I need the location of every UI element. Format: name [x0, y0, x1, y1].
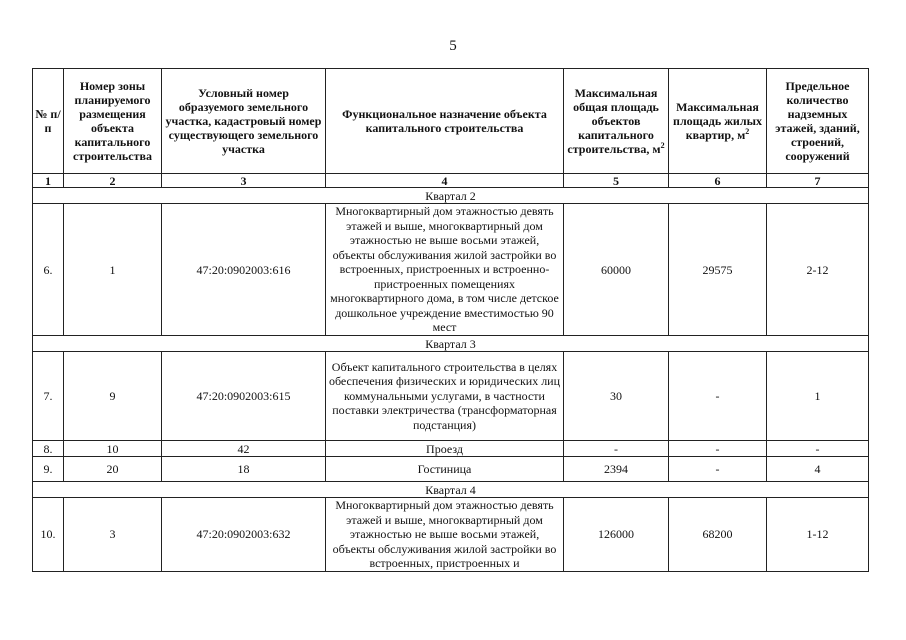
purpose-description: Проезд [326, 441, 564, 457]
row-number: 6. [33, 204, 64, 336]
table-row [33, 352, 869, 441]
quarter-label: Квартал 4 [33, 482, 869, 498]
header-cell [564, 69, 669, 174]
cadastral-number: 47:20:0902003:616 [162, 204, 326, 336]
page-number: 5 [449, 38, 457, 54]
row-number: 10. [33, 498, 64, 572]
cadastral-number: 47:20:0902003:632 [162, 498, 326, 572]
zone-number: 20 [64, 457, 162, 482]
purpose-description: Гостиница [326, 457, 564, 482]
column-number: 5 [564, 174, 669, 188]
zone-number: 3 [64, 498, 162, 572]
total-area: 60000 [564, 204, 669, 336]
row-number: 7. [33, 352, 64, 441]
living-area: - [669, 352, 767, 441]
header-cell: Номер зоны планируемого размещения объекта капитального строительства [64, 69, 162, 174]
column-number: 4 [326, 174, 564, 188]
cadastral-number: 18 [162, 457, 326, 482]
living-area: 68200 [669, 498, 767, 572]
purpose-description: Многоквартирный дом этажностью девять этажей и выше, многоквартирный дом этажностью не выше восьми этажей, объекты обслуживания жилой застройки во встроенных, пристроенных и [326, 498, 564, 572]
header-cell: Функциональное назначение объекта капитального строительства [326, 69, 564, 174]
header-cell [669, 69, 767, 174]
zoning-table [32, 68, 869, 572]
table-row [33, 457, 869, 482]
column-number: 3 [162, 174, 326, 188]
purpose-description: Многоквартирный дом этажностью девять этажей и выше, многоквартирный дом этажностью не выше восьми этажей, объекты обслуживания жилой застройки во встроенных, пристроенных и встроенно-пристроенных помещениях многоквартирного дома, в том числе детское дошкольное учреждение вместимостью 90 мест [326, 204, 564, 336]
zone-number: 1 [64, 204, 162, 336]
header-cell: Условный номер образуемого земельного участка, кадастровый номер существующего земельного участка [162, 69, 326, 174]
living-area: 29575 [669, 204, 767, 336]
total-area: 30 [564, 352, 669, 441]
zone-number: 10 [64, 441, 162, 457]
quarter-row [33, 188, 869, 204]
table-row [33, 498, 869, 572]
floor-count: 1 [767, 352, 869, 441]
floor-count: 4 [767, 457, 869, 482]
floor-count: - [767, 441, 869, 457]
cadastral-number: 42 [162, 441, 326, 457]
row-number: 8. [33, 441, 64, 457]
header-row [33, 69, 869, 174]
header-text: Максимальная общая площадь объектов капитального строительства, м [567, 86, 661, 156]
header-superscript: 2 [745, 127, 750, 136]
quarter-label: Квартал 2 [33, 188, 869, 204]
zone-number: 9 [64, 352, 162, 441]
quarter-label: Квартал 3 [33, 336, 869, 352]
column-number: 6 [669, 174, 767, 188]
column-number-row [33, 174, 869, 188]
floor-count: 1-12 [767, 498, 869, 572]
purpose-description: Объект капитального строительства в целях обеспечения физических и юридических лиц коммунальными услугами, в частности поставки электричества (трансформаторная подстанция) [326, 352, 564, 441]
header-superscript: 2 [660, 141, 665, 150]
column-number: 7 [767, 174, 869, 188]
header-cell: № п/п [33, 69, 64, 174]
cadastral-number: 47:20:0902003:615 [162, 352, 326, 441]
row-number: 9. [33, 457, 64, 482]
column-number: 2 [64, 174, 162, 188]
quarter-row [33, 482, 869, 498]
header-cell: Предельное количество надземных этажей, зданий, строений, сооружений [767, 69, 869, 174]
table-row [33, 441, 869, 457]
total-area: - [564, 441, 669, 457]
table-row [33, 204, 869, 336]
floor-count: 2-12 [767, 204, 869, 336]
column-number: 1 [33, 174, 64, 188]
total-area: 126000 [564, 498, 669, 572]
living-area: - [669, 441, 767, 457]
total-area: 2394 [564, 457, 669, 482]
quarter-row [33, 336, 869, 352]
header-text: Максимальная площадь жилых квартир, м [673, 100, 762, 142]
living-area: - [669, 457, 767, 482]
